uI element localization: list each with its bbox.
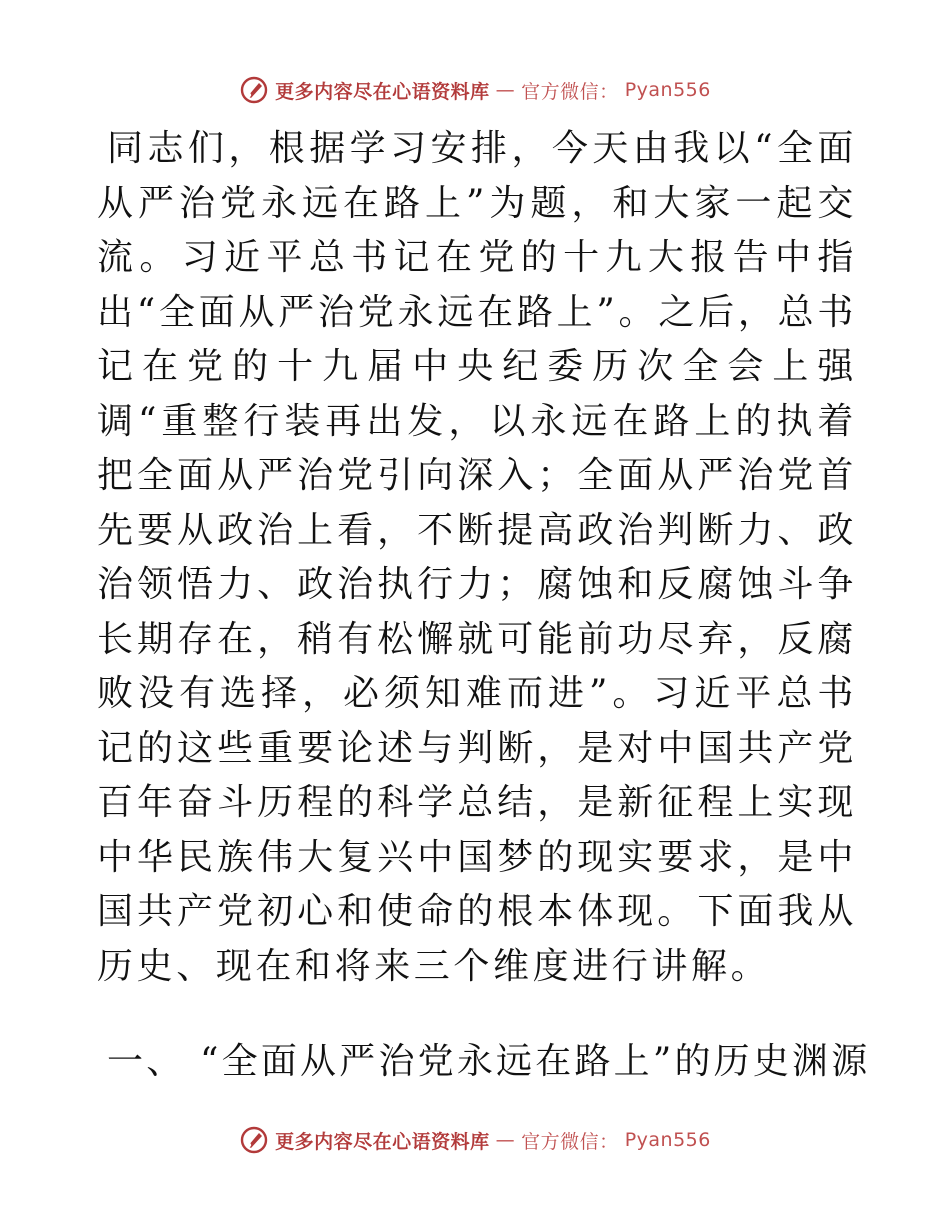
header-watermark	[0, 70, 950, 110]
body-paragraph: 同志们，根据学习安排，今天由我以“全面从严治党永远在路上”为题，和大家一起交流。习近平总书记在党的十九大报告中指出“全面从严治党永远在路上”。之后，总书记在党的十九届中央纪委历次全会上强调“重整行装再出发，以永远在路上的执着把全面从严治党引向深入；全面从严治党首先要从政治上看，不断提高政治判断力、政治领悟力、政治执行力；腐蚀和反腐蚀斗争长期存在，稍有松懈就可能前功尽弃，反腐败没有选择，必须知难而进”。习近平总书记的这些重要论述与判断，是对中国共产党百年奋斗历程的科学总结，是新征程上实现中华民族伟大复兴中国梦的现实要求，是中国共产党初心和使命的根本体现。下面我从历史、现在和将来三个维度进行讲解。	[97, 128, 857, 987]
watermark-dash: —	[495, 1129, 516, 1151]
watermark-label: 官方微信：	[521, 1130, 619, 1153]
watermark-id: Pyan556	[624, 79, 711, 101]
document-body	[97, 122, 871, 1089]
ink-pen-seal-icon	[239, 75, 269, 105]
section-heading: 一、 “全面从严治党永远在路上”的历史渊源	[107, 1041, 871, 1082]
watermark-title: 更多内容尽在心语资料库	[275, 80, 490, 103]
footer-watermark	[0, 1120, 950, 1160]
watermark-id: Pyan556	[624, 1129, 711, 1151]
watermark-dash: —	[495, 79, 516, 101]
watermark-title: 更多内容尽在心语资料库	[275, 1130, 490, 1153]
ink-pen-seal-icon	[239, 1125, 269, 1155]
watermark-label: 官方微信：	[521, 80, 619, 103]
